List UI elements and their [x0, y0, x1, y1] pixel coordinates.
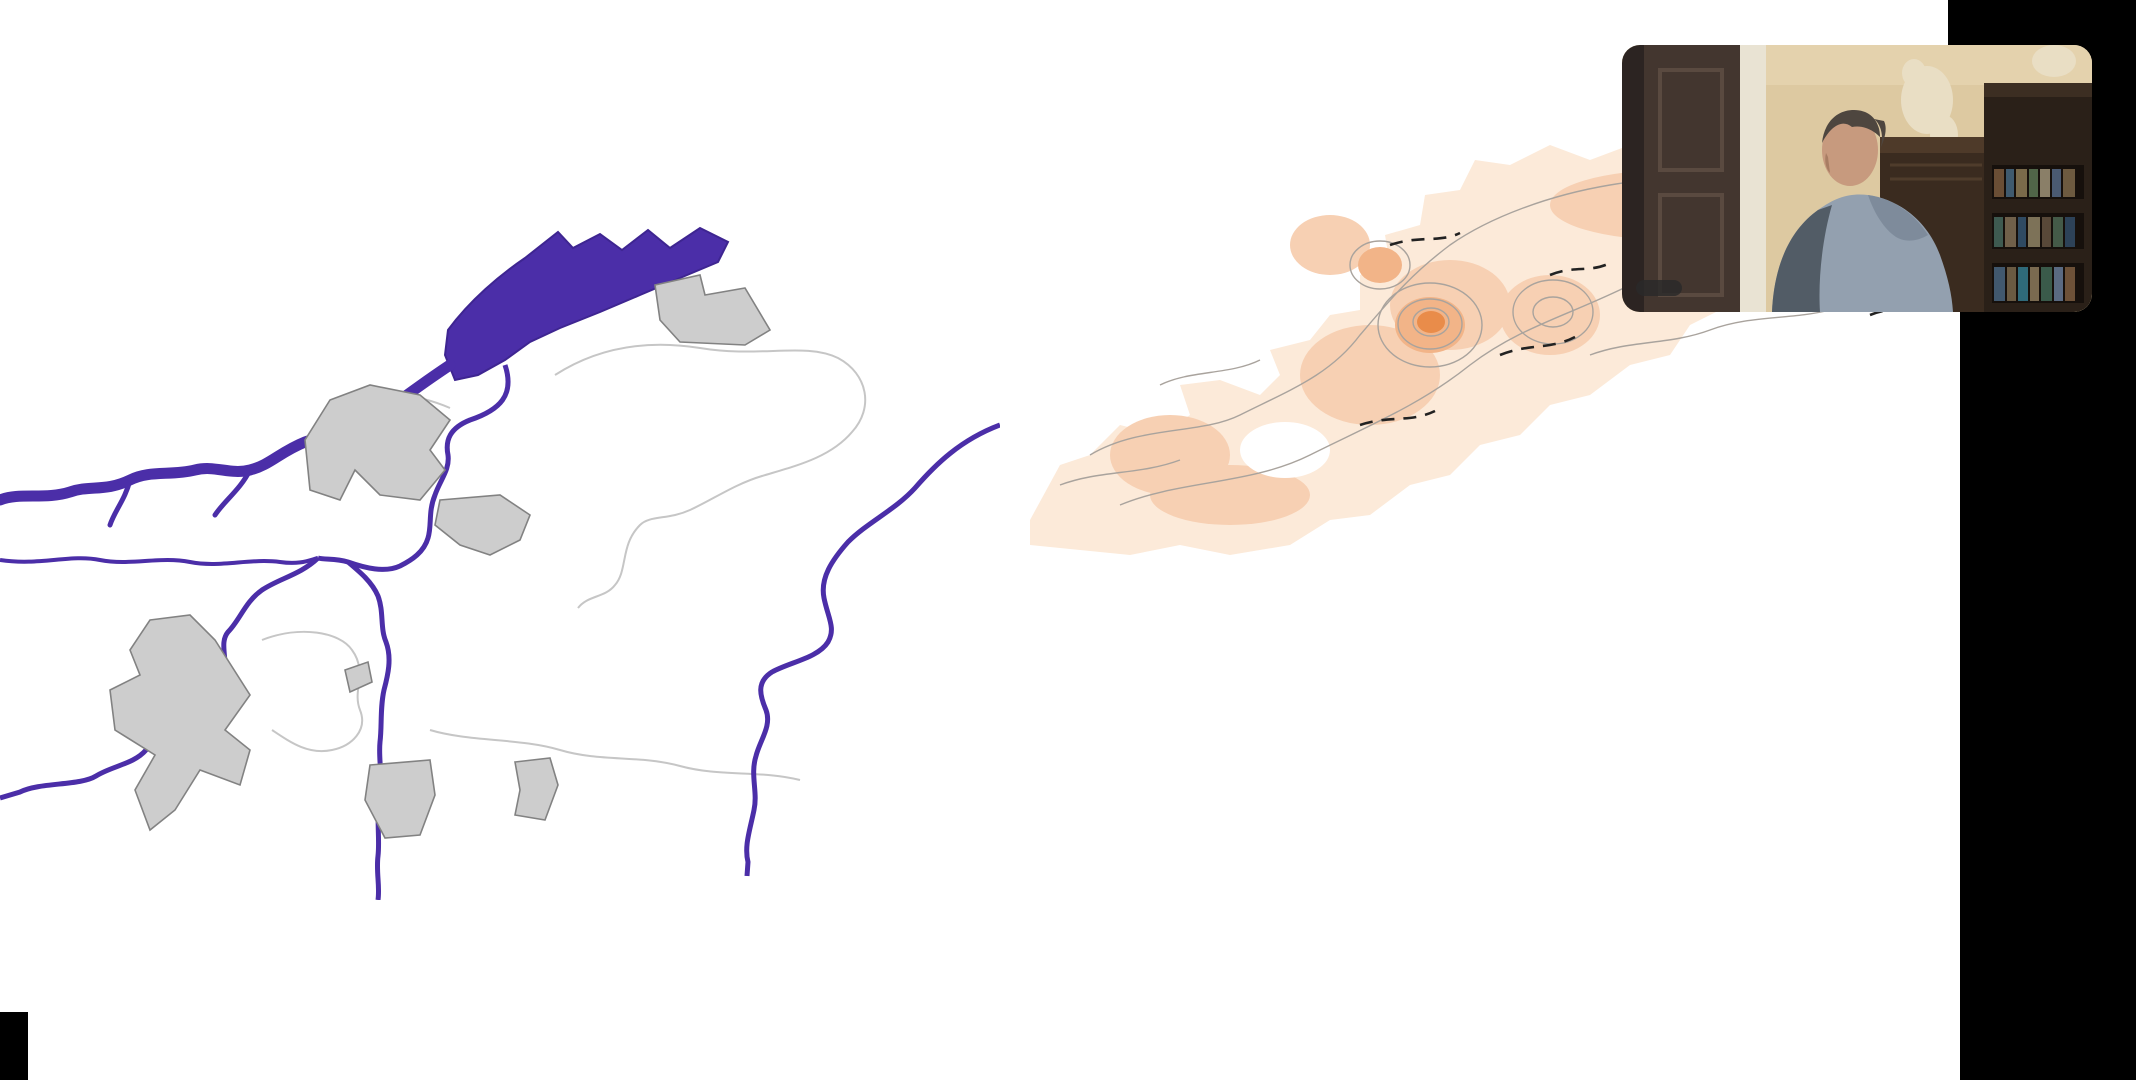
- bottom-left-black-corner: [0, 1012, 28, 1080]
- participant-name: [1636, 280, 1682, 296]
- scatter-plot: [1060, 612, 1810, 997]
- books: [1992, 165, 2084, 303]
- peak-concentration-core: [1417, 311, 1445, 333]
- town-polygons: [110, 275, 770, 838]
- town-polygon: [515, 758, 558, 820]
- town-polygon: [365, 760, 435, 838]
- town-polygon: [305, 385, 450, 500]
- low-area-window: [1240, 422, 1330, 478]
- borehole-location-map: [0, 170, 1000, 900]
- webcam-tile[interactable]: [1622, 45, 2092, 312]
- town-polygon: [110, 615, 250, 830]
- town-polygon: [435, 495, 530, 555]
- town-polygon: [345, 662, 372, 692]
- door-edge: [1622, 45, 1644, 312]
- door-frame: [1740, 45, 1766, 312]
- town-polygon: [655, 275, 770, 345]
- webcam-video: [1622, 45, 2092, 312]
